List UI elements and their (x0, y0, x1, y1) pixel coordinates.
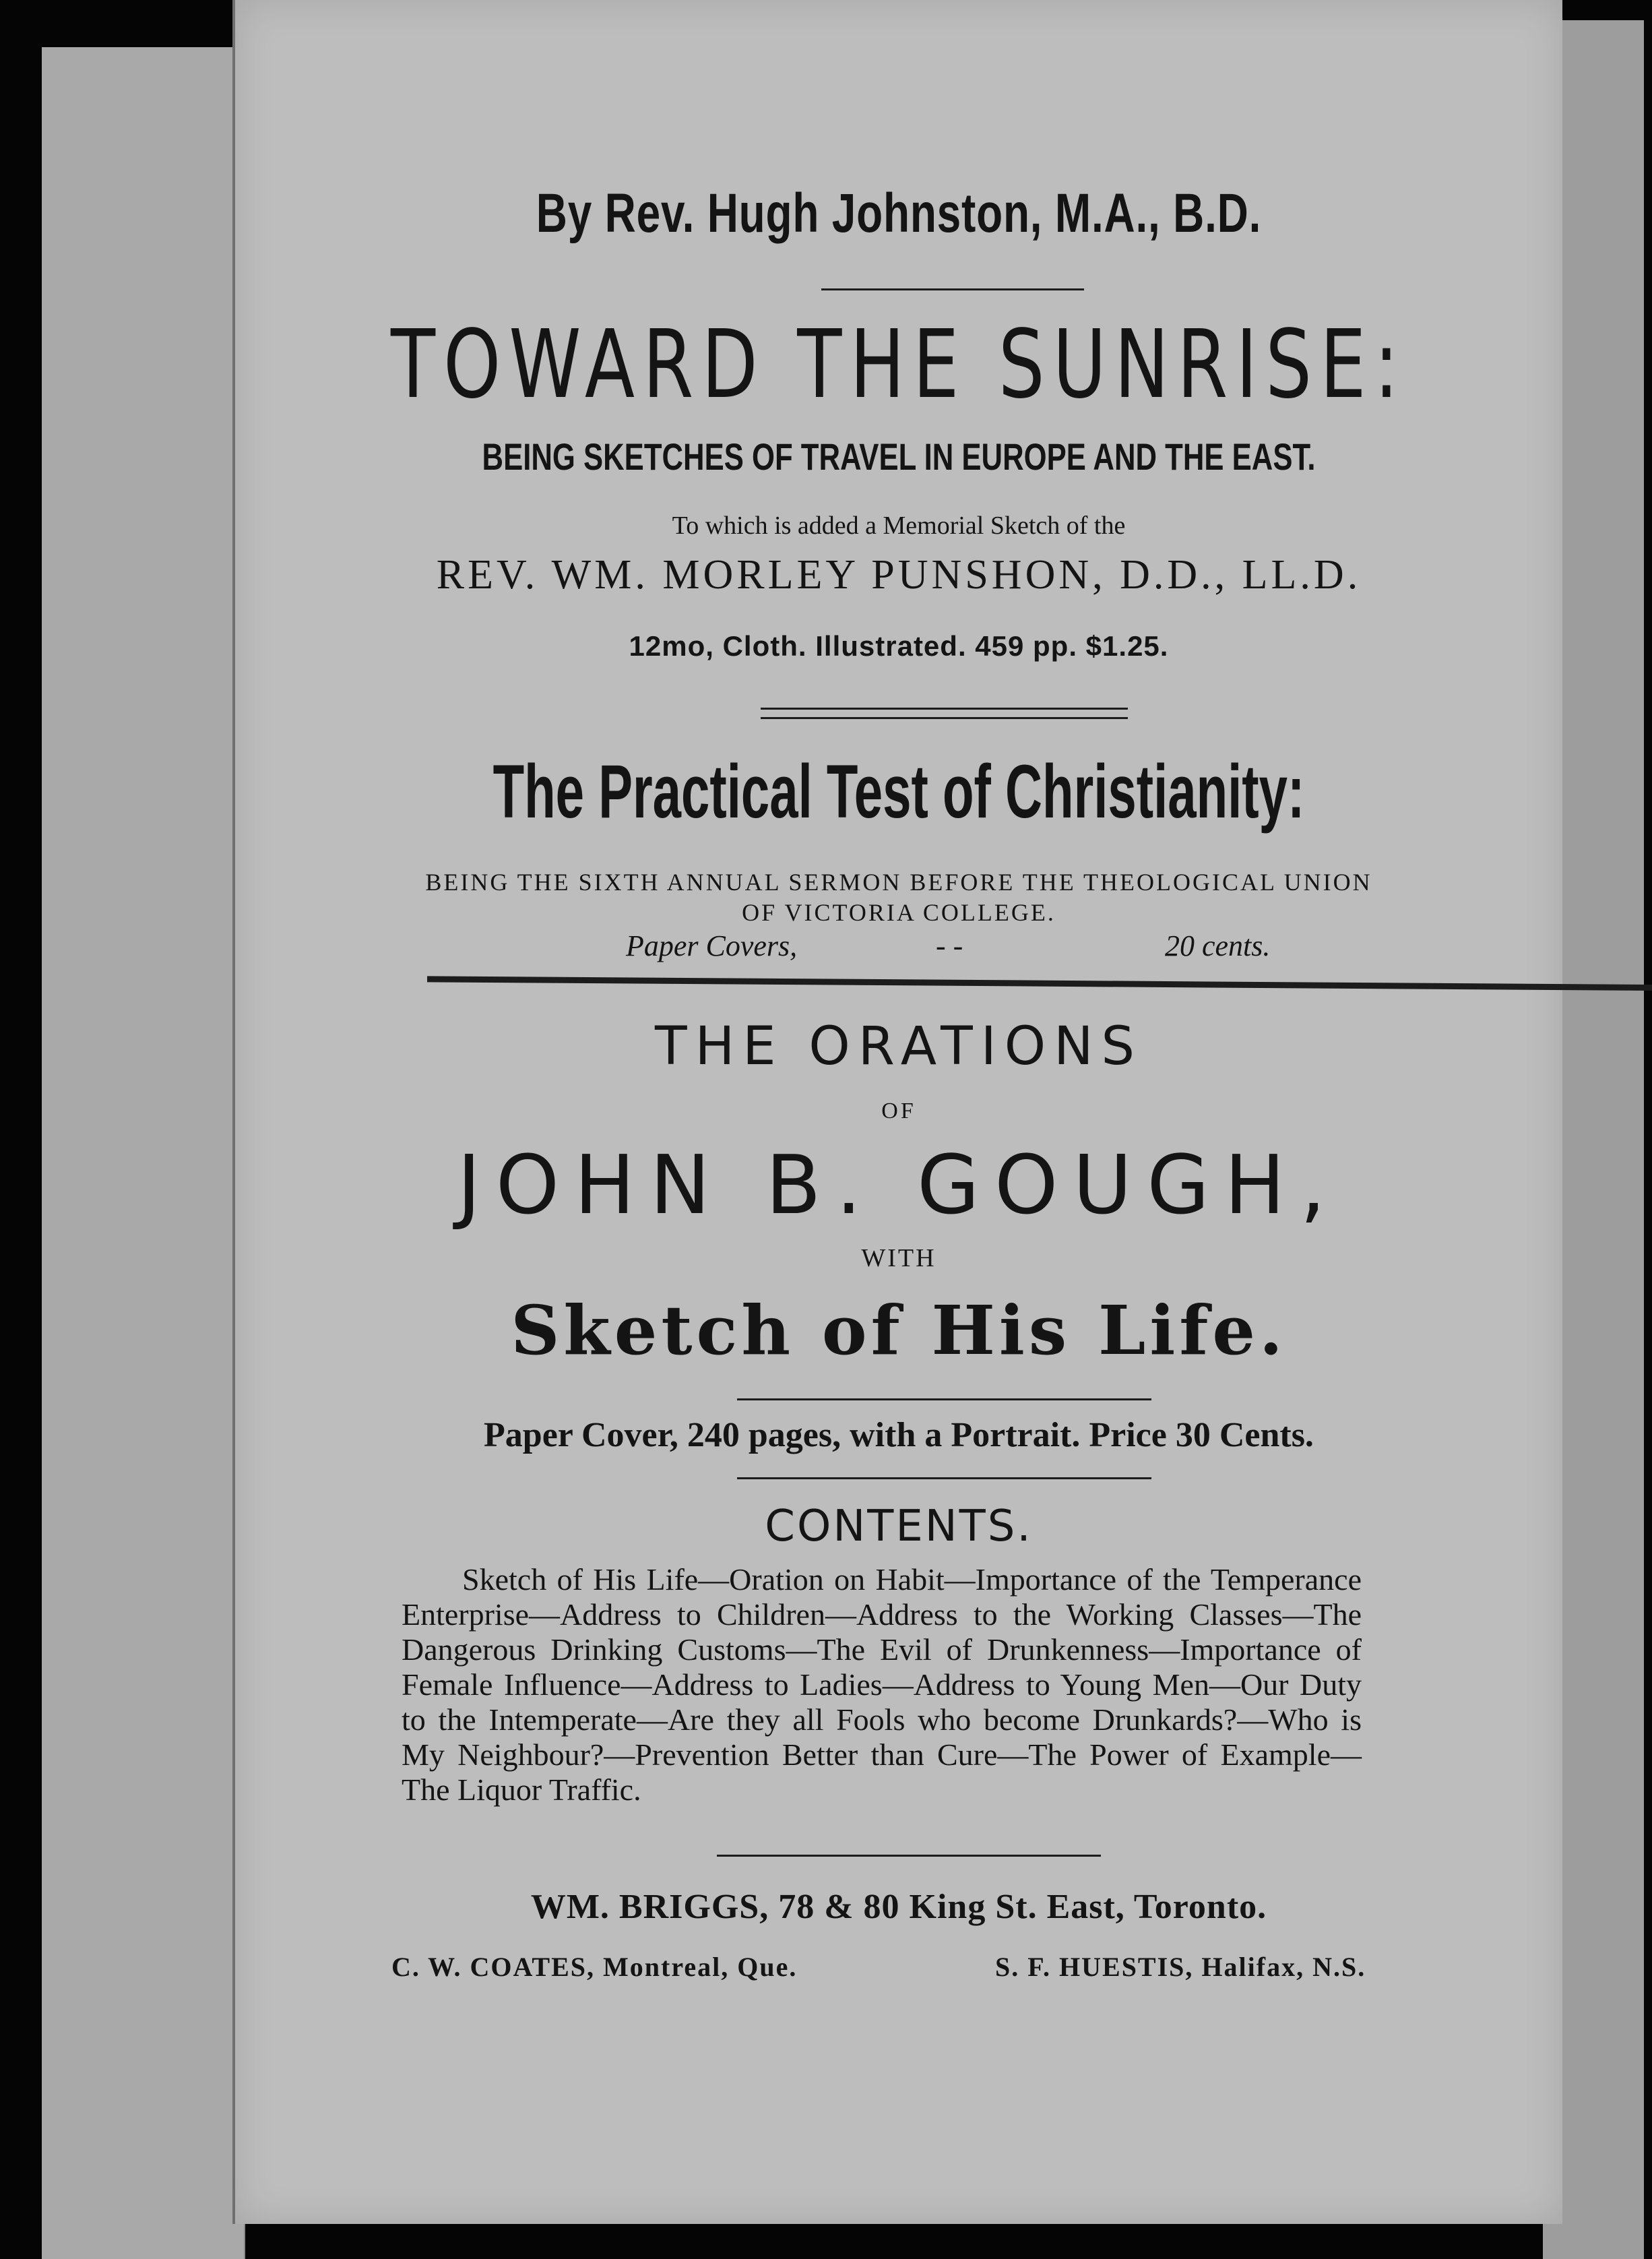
book1-memorial-subject: REV. WM. MORLEY PUNSHON, D.D., LL.D. (436, 552, 1362, 598)
publisher-agent-montreal: C. W. COATES, Montreal, Que. (391, 1952, 798, 1982)
book1-subtitle: BEING SKETCHES OF TRAVEL IN EUROPE AND THE EAST. (482, 435, 1316, 478)
divider-short-top (821, 288, 1084, 290)
book3-details: Paper Cover, 240 pages, with a Portrait. Price 30 Cents. (484, 1416, 1314, 1454)
book2-dashes: - - (936, 929, 963, 962)
divider-thick (427, 976, 1652, 991)
publisher-agent-halifax: S. F. HUESTIS, Halifax, N.S. (995, 1952, 1366, 1982)
book3-title-of: OF (881, 1098, 916, 1123)
divider-book3-lower (737, 1477, 1151, 1479)
advertisement-page (232, 0, 1562, 2224)
book2-subtitle-line1: BEING THE SIXTH ANNUAL SERMON BEFORE THE THEOLOGICAL UNION (425, 869, 1372, 896)
book2-format: Paper Covers, (626, 929, 798, 962)
underlying-page-edge (42, 47, 245, 2259)
divider-double-upper (761, 708, 1128, 710)
book2-subtitle-line2: OF VICTORIA COLLEGE. (742, 899, 1056, 926)
book3-title-name: JOHN B. GOUGH, (457, 1139, 1341, 1233)
divider-double-lower (761, 717, 1128, 719)
book2-price: 20 cents. (1165, 929, 1271, 962)
book1-title: TOWARD THE SUNRISE: (390, 310, 1407, 420)
book3-title-orations: THE ORATIONS (654, 1016, 1143, 1077)
contents-list: Sketch of His Life—Oration on Habit—Importance of the Temperance Enterprise—Address to Children—Address to the Working Classes—The Dangerous Drinking Customs—The Evil of Drunkenness—Importance of Female Influence—Address to Ladies—Address to Young Men—Our Duty to the Intemperate—Are they all Fools who become Drunkards?—Who is My Neighbour?—Prevention Better than Cure—The Power of Example—The Liquor Traffic. (402, 1562, 1362, 1807)
author-line: By Rev. Hugh Johnston, M.A., B.D. (536, 183, 1262, 244)
book3-title-with: WITH (861, 1244, 936, 1272)
divider-book3-upper (737, 1398, 1151, 1400)
book2-title: The Practical Test of Christianity: (493, 749, 1305, 834)
contents-heading: CONTENTS. (765, 1502, 1033, 1551)
book1-memorial-note: To which is added a Memorial Sketch of the (672, 512, 1126, 540)
divider-publisher (717, 1855, 1101, 1857)
book3-title-sketch: Sketch of His Life. (511, 1291, 1287, 1370)
publisher-main: WM. BRIGGS, 78 & 80 King St. East, Toronto. (530, 1888, 1267, 1926)
book1-details: 12mo, Cloth. Illustrated. 459 pp. $1.25. (629, 630, 1169, 662)
